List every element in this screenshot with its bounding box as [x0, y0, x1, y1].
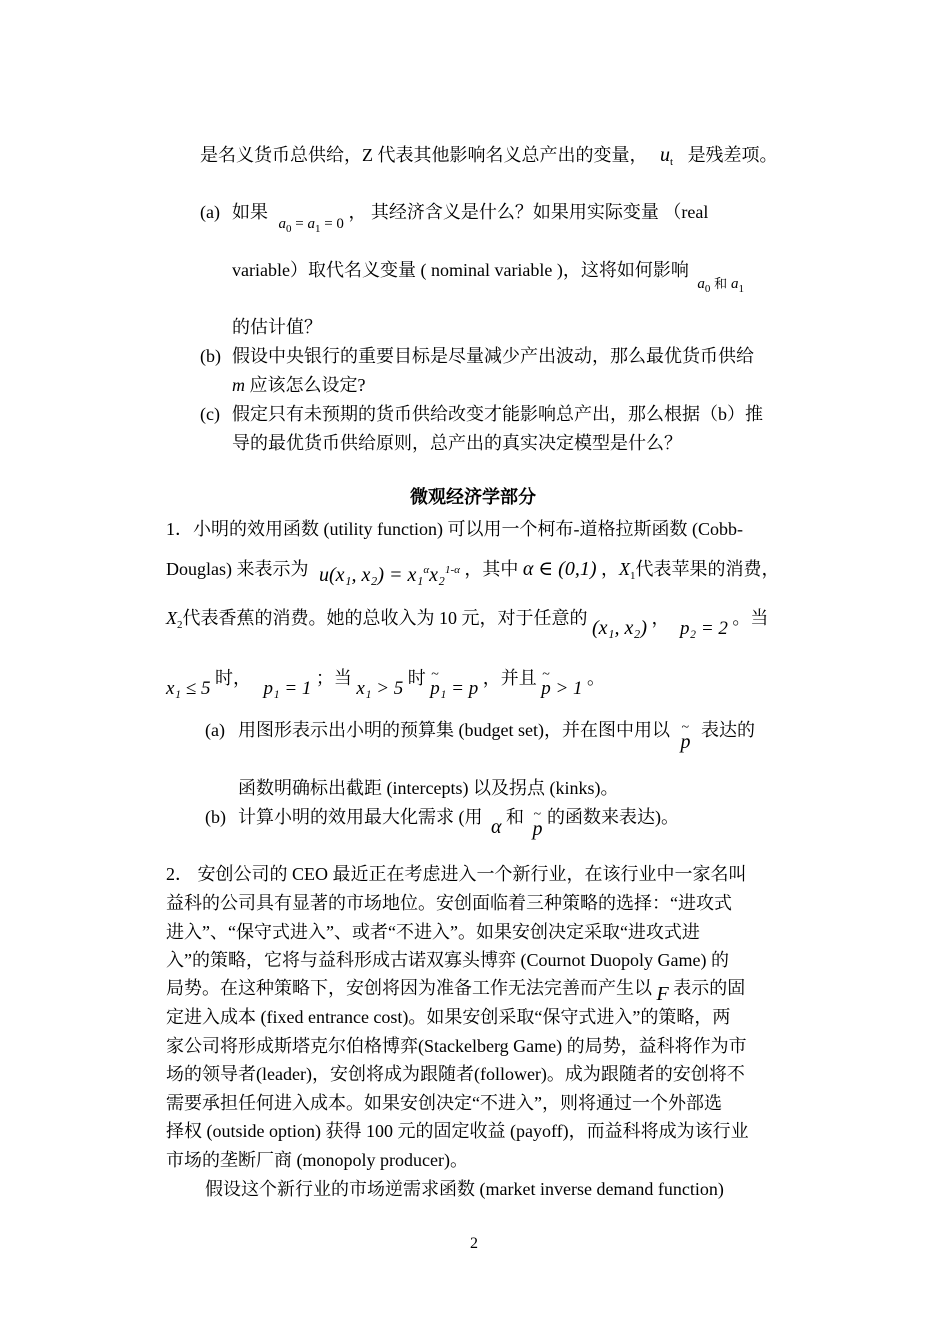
intro-end: 是残差项。 — [687, 145, 778, 165]
p2-l9: 需要承担任何进入成本。如果安创决定“不进入”，则将通过一个外部选 — [166, 1093, 722, 1113]
p2-l1: 2． 安创公司的 CEO 最近正在考虑进入一个新行业，在该行业中一家名叫 — [166, 864, 747, 884]
page-number: 2 — [470, 1235, 478, 1252]
p2-l8: 场的领导者(leader)，安创将成为跟随者(follower)。成为跟随者的安创将不 — [166, 1064, 745, 1084]
u-symbol: $u_t$ — [660, 144, 674, 168]
p1a-line2: 函数明确标出截距 (intercepts) 以及拐点 (kinks)。 — [238, 778, 619, 798]
a0-and-a1: a0 和 a1 — [697, 276, 744, 295]
p1-ptilde: ~ p₁ = p — [430, 678, 478, 699]
ptilde-symbol: ~ p — [680, 730, 690, 754]
alpha-range: α ∈ (0,1) — [522, 558, 597, 580]
p2-l7: 家公司将形成斯塔克尔伯格博弈(Stackelberg Game) 的局势，益科将作为市 — [166, 1036, 747, 1056]
qa-line2: variable）取代名义变量 ( nominal variable )，这将如何影响 $_{a_0 和 a_1}$ — [232, 260, 744, 295]
p2-l6: 定进入成本 (fixed entrance cost)。如果安创采取“保守式进入”的策略，两 — [166, 1007, 731, 1027]
p2-l4: 入”的策略，它将与益科形成古诺双寡头博弈 (Cournot Duopoly Game) 的 — [166, 950, 729, 970]
ptilde-gt1: ~ p > 1 — [541, 678, 582, 699]
p2-l10: 择权 (outside option) 获得 100 元的固定收益 (payoff)，而益科将成为该行业 — [166, 1121, 749, 1141]
p1a-line1: 用图形表示出小明的预算集 (budget set)，并在图中用以 ~ p 表达的 — [238, 718, 755, 742]
p1b-label: (b) — [205, 807, 226, 827]
p2-l11: 市场的垄断厂商 (monopoly producer)。 — [166, 1150, 468, 1170]
p2-l12: 假设这个新行业的市场逆需求函数 (market inverse demand function) — [205, 1179, 724, 1199]
p2-l3: 进入”、“保守式进入”、或者“不进入”。如果安创决定采取“进攻式进 — [166, 922, 700, 942]
p1-line4: x₁ ≤ 5 时， p₁ = 1 ；当 x₁ > 5 时 ~ p₁ = p ，并且 ~ p > 1 。 — [166, 666, 605, 691]
utility-function: u(x₁, x₂) = x₁$^\alpha$x₂$^{1-\alpha}$ — [319, 564, 460, 586]
qa-line1: 如果 $_{a_0 = a_1 = 0}$ ， 其经济含义是什么？如果用实际变量 （real — [232, 202, 709, 235]
p1-line2: Douglas) 来表示为 u(x₁, x₂) = x₁$^\alpha$x₂$^{1-\alpha}$ ，其中 α ∈ (0,1) ，$X_1$代表苹果的消费， — [166, 558, 780, 586]
x1x2: (x₁, x₂) — [592, 617, 647, 639]
qc-line1: 假定只有未预期的货币供给改变才能影响总产出，那么根据（b）推 — [232, 404, 763, 424]
p1b-line1: 计算小明的效用最大化需求 (用 α 和 ~ p 的函数来表达)。 — [238, 805, 679, 829]
qc-label: (c) — [200, 404, 220, 424]
qb-line1: 假设中央银行的重要目标是尽量减少产出波动，那么最优货币供给 — [232, 346, 754, 366]
qa-label: (a) — [200, 202, 220, 222]
p2-l5: 局势。在这种策略下，安创将因为准备工作无法完善而产生以 F 表示的固 — [166, 978, 746, 1005]
intro-text: 是名义货币总供给，Z 代表其他影响名义总产出的变量， — [200, 145, 648, 165]
qa-line3: 的估计值？ — [232, 317, 322, 337]
section-title: 微观经济学部分 — [410, 487, 536, 508]
qc-line2: 导的最优货币供给原则，总产出的真实决定模型是什么？ — [232, 433, 682, 453]
p1-line3: $X_2$代表香蕉的消费。她的总收入为 10 元，对于任意的 (x₁, x₂) ， p₂ = 2 。当 — [166, 608, 769, 639]
p2-l2: 益科的公司具有显著的市场地位。安创面临着三种策略的选择：“进攻式 — [166, 893, 732, 913]
qb-line2: m 应该怎么设定? — [232, 375, 366, 395]
qb-label: (b) — [200, 346, 221, 366]
eq-a0-a1: a0 = a1 = 0 — [278, 216, 344, 235]
intro-line — [200, 143, 778, 174]
p1a-label: (a) — [205, 720, 225, 740]
p1-line1: 1．小明的效用函数 (utility function) 可以用一个柯布-道格拉斯函数 (Cobb- — [166, 519, 743, 539]
p2-eq: p₂ = 2 — [679, 618, 728, 639]
